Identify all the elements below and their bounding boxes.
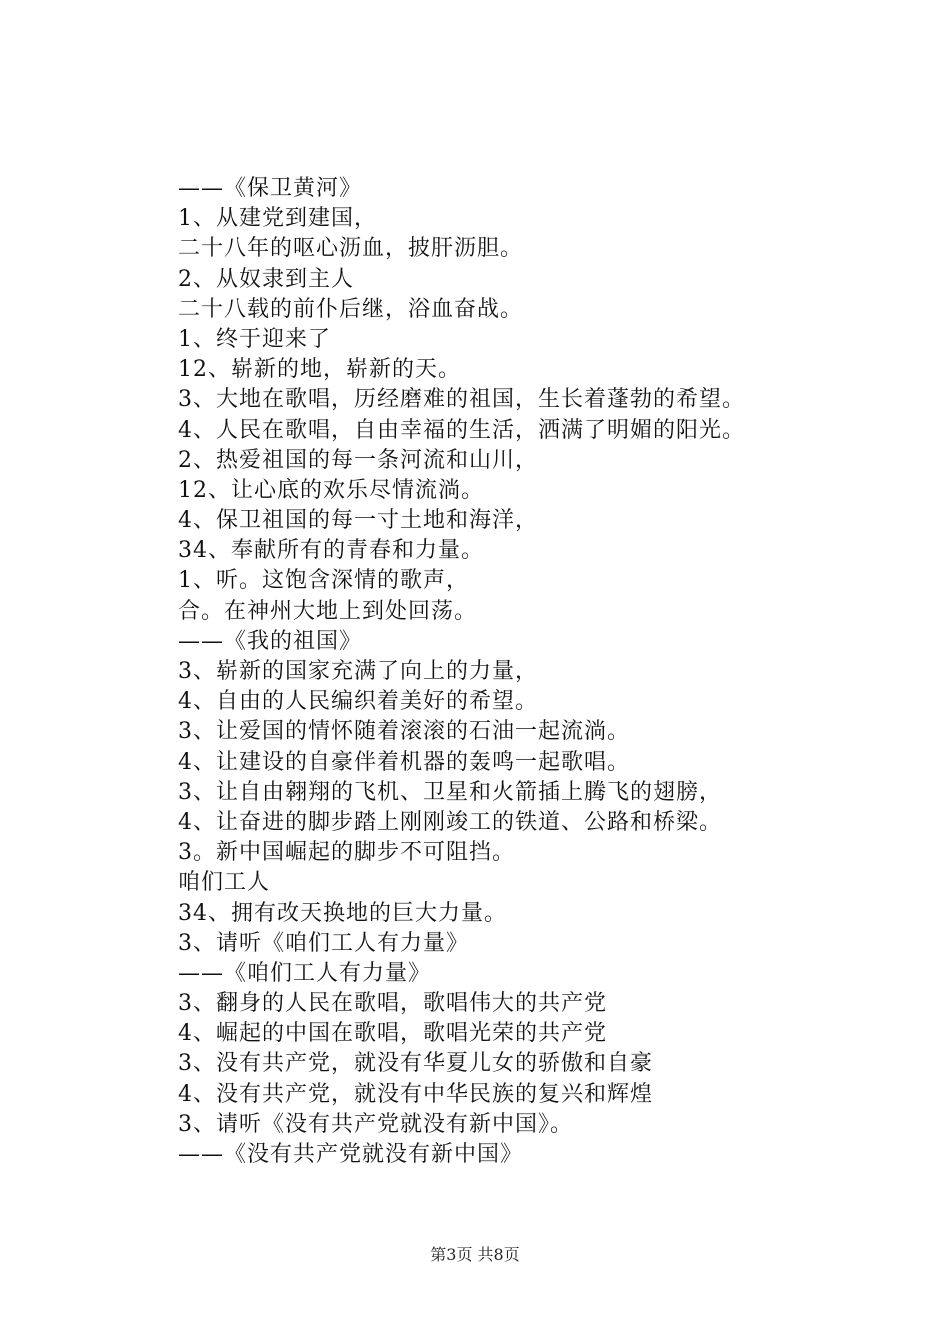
text-line: 1、终于迎来了 <box>178 326 331 352</box>
text-line: ——《没有共产党就没有新中国》 <box>178 1142 524 1167</box>
text-line: 3、请听《咱们工人有力量》 <box>178 930 469 956</box>
text-line: 1、从建党到建国， <box>178 206 377 232</box>
text-line: 34、拥有改天换地的巨大力量。 <box>178 900 507 926</box>
document-body <box>178 174 878 1170</box>
text-line: 4、让奋进的脚步踏上刚刚竣工的铁道、公路和桥梁。 <box>178 809 722 835</box>
text-line: 3、大地在歌唱，历经磨难的祖国，生长着蓬勃的希望。 <box>178 387 745 413</box>
text-line: 3、让自由翱翔的飞机、卫星和火箭插上腾飞的翅膀， <box>178 779 722 805</box>
text-line: 4、没有共产党，就没有中华民族的复兴和辉煌 <box>178 1081 653 1107</box>
text-line: 3、让爱国的情怀随着滚滚的石油一起流淌。 <box>178 719 630 745</box>
text-line: 3、崭新的国家充满了向上的力量， <box>178 659 538 684</box>
text-line: 4、人民在歌唱，自由幸福的生活，洒满了明媚的阳光。 <box>178 417 745 443</box>
text-line: 3、翻身的人民在歌唱，歌唱伟大的共产党 <box>178 991 607 1017</box>
text-line: 12、让心底的欢乐尽情流淌。 <box>178 477 484 503</box>
text-line: 3、请听《没有共产党就没有新中国》。 <box>178 1111 573 1137</box>
text-line: 2、热爱祖国的每一条河流和山川， <box>178 447 538 473</box>
page-footer: 第3页 共8页 <box>430 1245 520 1264</box>
text-line: 4、崛起的中国在歌唱，歌唱光荣的共产党 <box>178 1021 607 1047</box>
text-line: 二十八年的呕心沥血，披肝沥胆。 <box>178 236 524 262</box>
text-line: 二十八载的前仆后继，浴血奋战。 <box>178 296 524 322</box>
text-line: 4、自由的人民编织着美好的希望。 <box>178 689 538 715</box>
text-line: 3、没有共产党，就没有华夏儿女的骄傲和自豪 <box>178 1051 653 1077</box>
text-line: ——《保卫黄河》 <box>178 176 363 201</box>
text-line: ——《我的祖国》 <box>178 628 363 654</box>
text-line: ——《咱们工人有力量》 <box>178 960 432 986</box>
text-line: 1、听。这饱含深情的歌声， <box>178 568 469 594</box>
text-line: 34、奉献所有的青春和力量。 <box>178 538 484 564</box>
text-line: 3。新中国崛起的脚步不可阻挡。 <box>178 840 515 866</box>
text-line: 咱们工人 <box>178 870 271 896</box>
text-line: 4、让建设的自豪伴着机器的轰鸣一起歌唱。 <box>178 749 630 775</box>
text-line: 12、崭新的地，崭新的天。 <box>178 357 461 383</box>
text-line: 2、从奴隶到主人 <box>178 266 354 292</box>
text-line: 合。在神州大地上到处回荡。 <box>178 598 478 624</box>
text-line: 4、保卫祖国的每一寸土地和海洋， <box>178 508 538 534</box>
